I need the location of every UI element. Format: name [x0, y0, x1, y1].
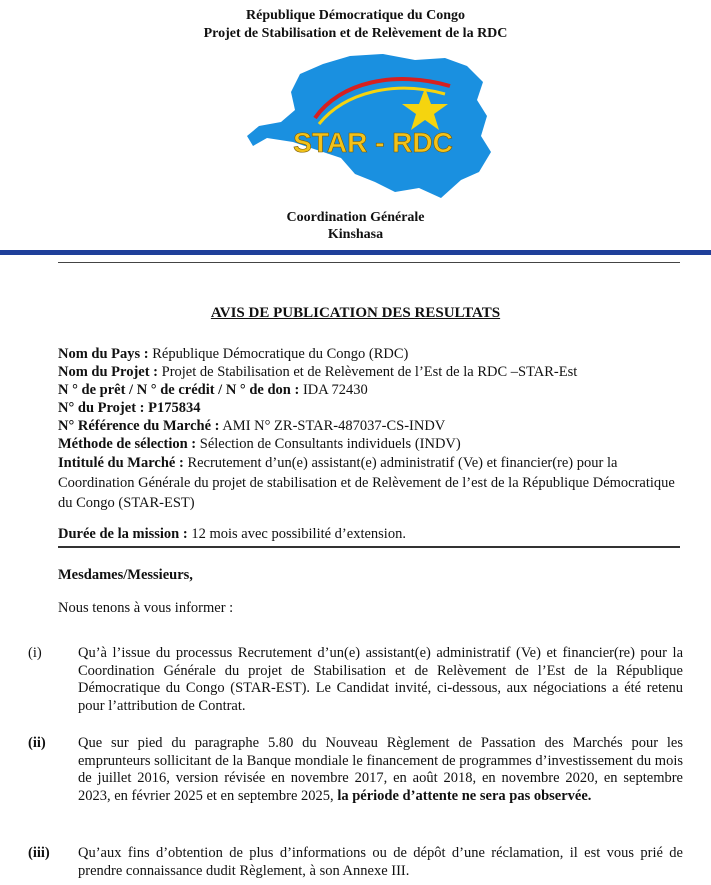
intro-text: Nous tenons à vous informer :: [58, 600, 234, 616]
item-number: (ii): [28, 735, 46, 751]
mission-duration: Durée de la mission : 12 mois avec possibilité d’extension.: [58, 526, 680, 548]
logo-text: STAR - RDC: [293, 127, 453, 158]
list-item: [28, 645, 683, 715]
header-divider-thin: [58, 262, 680, 263]
item-text: Qu’à l’issue du processus Recrutement d’un(e) assistant(e) administratif (Ve) et financier(re) pour la Coordination Générale du projet de Stabilisation et de Relèvement de l’Est de la République Démocratique du Congo (STAR-EST). Le Candidat invité, ci-dessous, aux négociations a été retenu pour l’attribution de Contrat.: [78, 645, 683, 714]
meta-reference: N° Référence du Marché : AMI N° ZR-STAR-487037-CS-INDV: [58, 418, 446, 434]
header-divider-blue: [0, 250, 711, 255]
item-number: (iii): [28, 845, 50, 861]
drc-map-shape: [247, 54, 491, 198]
page-title: [0, 305, 711, 322]
salutation: Mesdames/Messieurs,: [58, 567, 193, 583]
meta-loan: N ° de prêt / N ° de crédit / N ° de don : IDA 72430: [58, 382, 368, 398]
header-coordination: Coordination Générale: [286, 210, 425, 225]
header-project: Projet de Stabilisation et de Relèvement de la RDC: [203, 26, 508, 41]
header-country: République Démocratique du Congo: [246, 8, 465, 23]
meta-market-title: Intitulé du Marché : Recrutement d’un(e) assistant(e) administratif (Ve) et financier(re) pour la Coordination Générale du projet de stabilisation et de Relèvement de l’est de la République Démocratique du Congo (STAR-EST): [58, 455, 675, 511]
meta-method: Méthode de sélection : Sélection de Consultants individuels (INDV): [58, 436, 461, 452]
meta-country: Nom du Pays : République Démocratique du Congo (RDC): [58, 346, 409, 362]
meta-project: Nom du Projet : Projet de Stabilisation et de Relèvement de l’Est de la RDC –STAR-Est: [58, 364, 578, 380]
item-text: Que sur pied du paragraphe 5.80 du Nouveau Règlement de Passation des Marchés pour les emprunteurs sollicitant de la Banque mondiale le financement de programmes d’investissement du mois de juillet 2016, version révisée en novembre 2017, en août 2018, en novembre 2020, en septembre 2023, en février 2025 et en septembre 2025, la période d’attente ne sera pas observée.: [78, 735, 683, 804]
star-rdc-logo: [245, 52, 505, 202]
title-text: AVIS DE PUBLICATION DES RESULTATS: [210, 305, 501, 321]
header-city: Kinshasa: [327, 227, 384, 242]
item-text: Qu’aux fins d’obtention de plus d’informations ou de dépôt d’une réclamation, il est vous prié de prendre connaissance dudit Règlement, à son Annexe III.: [78, 845, 683, 879]
item-number: (i): [28, 645, 42, 661]
list-item: [28, 735, 683, 805]
meta-project-number: N° du Projet : P175834: [58, 400, 201, 416]
list-item: [28, 845, 683, 880]
